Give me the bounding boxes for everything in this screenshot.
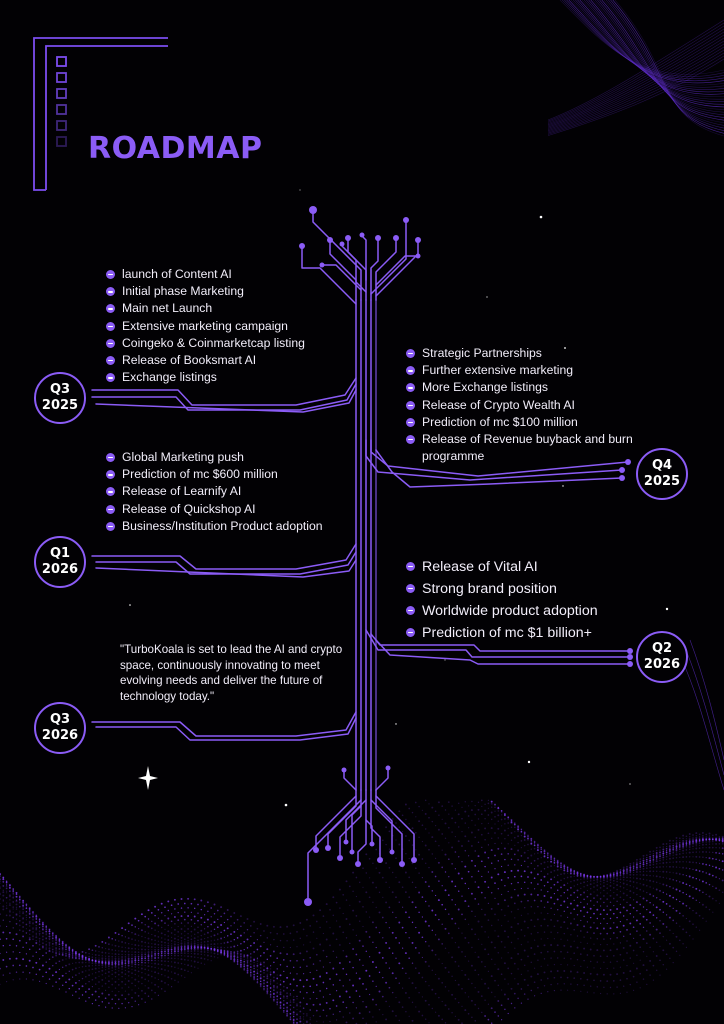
right-edge-wave bbox=[682, 640, 724, 790]
minus-circle-icon bbox=[406, 401, 415, 410]
minus-circle-icon bbox=[106, 287, 115, 296]
minus-circle-icon bbox=[106, 304, 115, 313]
list-item: Exchange listings bbox=[106, 369, 356, 386]
page-title: ROADMAP bbox=[88, 131, 263, 166]
list-item: Release of Quickshop AI bbox=[106, 501, 331, 518]
milestone-badge-q3-2025: Q3 2025 bbox=[34, 372, 86, 424]
vision-quote: "TurboKoala is set to lead the AI and crypto space, continuously innovating to meet evolving needs and deliver the future of technology today." bbox=[120, 643, 343, 703]
list-item: Release of Vital AI bbox=[406, 556, 666, 578]
list-item: Prediction of mc $600 million bbox=[106, 466, 331, 483]
list-item: Prediction of mc $1 billion+ bbox=[406, 622, 666, 644]
list-item: Main net Launch bbox=[106, 300, 356, 317]
milestone-badge-q4-2025: Q4 2025 bbox=[636, 448, 688, 500]
minus-circle-icon bbox=[106, 522, 115, 531]
minus-circle-icon bbox=[406, 366, 415, 375]
list-item: Prediction of mc $100 million bbox=[406, 414, 656, 431]
list-item: launch of Content AI bbox=[106, 266, 356, 283]
minus-circle-icon bbox=[106, 356, 115, 365]
minus-circle-icon bbox=[406, 383, 415, 392]
corner-frame-icon bbox=[34, 38, 168, 190]
minus-circle-icon bbox=[406, 562, 415, 571]
milestone-q2-2026-list bbox=[406, 556, 666, 644]
list-item: Strong brand position bbox=[406, 578, 666, 600]
list-item: Worldwide product adoption bbox=[406, 600, 666, 622]
minus-circle-icon bbox=[106, 339, 115, 348]
minus-circle-icon bbox=[106, 373, 115, 382]
minus-circle-icon bbox=[406, 435, 415, 444]
minus-circle-icon bbox=[106, 487, 115, 496]
list-item: Release of Crypto Wealth AI bbox=[406, 397, 656, 414]
milestone-q4-2025-list bbox=[406, 345, 656, 465]
list-item: Global Marketing push bbox=[106, 449, 331, 466]
minus-circle-icon bbox=[106, 470, 115, 479]
list-item: Strategic Partnerships bbox=[406, 345, 656, 362]
minus-circle-icon bbox=[106, 270, 115, 279]
minus-circle-icon bbox=[106, 505, 115, 514]
minus-circle-icon bbox=[406, 418, 415, 427]
list-item: Business/Institution Product adoption bbox=[106, 518, 331, 535]
four-point-star-icon bbox=[138, 766, 158, 790]
list-item: Initial phase Marketing bbox=[106, 283, 356, 300]
minus-circle-icon bbox=[106, 322, 115, 331]
minus-circle-icon bbox=[406, 606, 415, 615]
list-item: Extensive marketing campaign bbox=[106, 318, 356, 335]
list-item: Release of Booksmart AI bbox=[106, 352, 356, 369]
minus-circle-icon bbox=[406, 349, 415, 358]
list-item: Coingeko & Coinmarketcap listing bbox=[106, 335, 356, 352]
milestone-q1-2026-list bbox=[106, 449, 331, 535]
milestone-badge-q3-2026: Q3 2026 bbox=[34, 702, 86, 754]
milestone-badge-q1-2026: Q1 2026 bbox=[34, 536, 86, 588]
minus-circle-icon bbox=[406, 584, 415, 593]
list-item: More Exchange listings bbox=[406, 379, 656, 396]
dot-landscape-decoration bbox=[0, 800, 724, 1024]
minus-circle-icon bbox=[106, 453, 115, 462]
wave-lines-decoration bbox=[548, 0, 724, 136]
milestone-q3-2025-list bbox=[106, 266, 356, 386]
list-item: Release of Learnify AI bbox=[106, 483, 331, 500]
milestone-badge-q2-2026: Q2 2026 bbox=[636, 631, 688, 683]
minus-circle-icon bbox=[406, 628, 415, 637]
list-item: Release of Revenue buyback and burn programme bbox=[406, 431, 656, 465]
list-item: Further extensive marketing bbox=[406, 362, 656, 379]
